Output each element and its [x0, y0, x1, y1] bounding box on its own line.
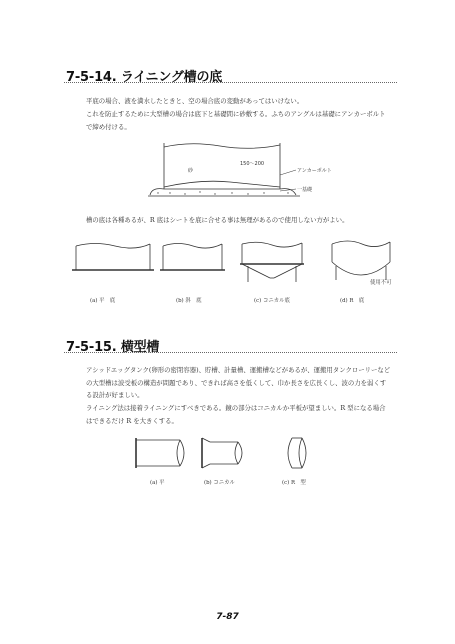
- section-heading-lining-bottom: 7-5-14. ライニング槽の底: [66, 70, 223, 85]
- flat-end-tank-figure: [132, 432, 192, 474]
- foundation-label: 一基礎: [297, 187, 313, 193]
- flat-bottom-figure: [70, 238, 155, 280]
- section-heading-horizontal-tank: 7-5-15. 横型槽: [66, 340, 160, 355]
- dimension-label: 150～200: [240, 161, 265, 167]
- caption-flat-bottom: (a) 平 底: [90, 298, 116, 304]
- caption-flat-end: (a) 平: [150, 480, 165, 486]
- caption-r-bottom: (d) R 底: [340, 298, 365, 304]
- paragraph-flat-bottom: 平底の場合、液を満水したときと、空の場合底の変動があってはいけない。: [86, 97, 304, 105]
- paragraph-lining-method: ライニング法は接着ライニングにすべきである。鏡の部分はコニカルか平板が望ましい。R 型になる場合はできるだけ R を大きくする。: [86, 404, 386, 425]
- caption-sloped-bottom: (b) 斜 底: [176, 298, 202, 304]
- tank-foundation-figure: [140, 135, 340, 205]
- heading-rule: [64, 352, 397, 353]
- caption-conical-end: (b) コニカル: [204, 480, 235, 486]
- caption-r-end: (c) R 型: [282, 480, 306, 486]
- sand-label: 砂: [188, 168, 194, 174]
- paragraph-horizontal-tanks: アシッドエッグタンク(卵形の密閉容器)、貯槽、計量槽、運搬槽などがあるが、運搬用タンクローリーなどの大型槽は波受板の構造が問題であり、できれば高さを低くして、巾か長さを広長くし、波の力を弱くする設計が好ましい。: [86, 366, 391, 399]
- r-end-tank-figure: [282, 432, 312, 474]
- heading-rule: [64, 82, 397, 83]
- anchor-bolt-label: アンカーボルト: [297, 168, 332, 174]
- conical-end-tank-figure: [198, 432, 250, 474]
- paragraph-bottom-types: 槽の底は各種あるが、R 底はシートを底に合せる事は無理があるので使用しない方がよい。: [86, 216, 349, 224]
- paragraph-sand-bed: これを防止するために大型槽の場合は底下と基礎間に砂敷する。ふちのアングルは基礎にアンカーボルトで締め付ける。: [86, 110, 386, 131]
- caption-conical-bottom: (c) コニカル底: [254, 298, 290, 304]
- conical-bottom-figure: [236, 238, 308, 286]
- page-number: 7-87: [216, 612, 239, 622]
- r-bottom-note: 使用不可: [370, 280, 392, 286]
- sloped-bottom-figure: [158, 238, 228, 280]
